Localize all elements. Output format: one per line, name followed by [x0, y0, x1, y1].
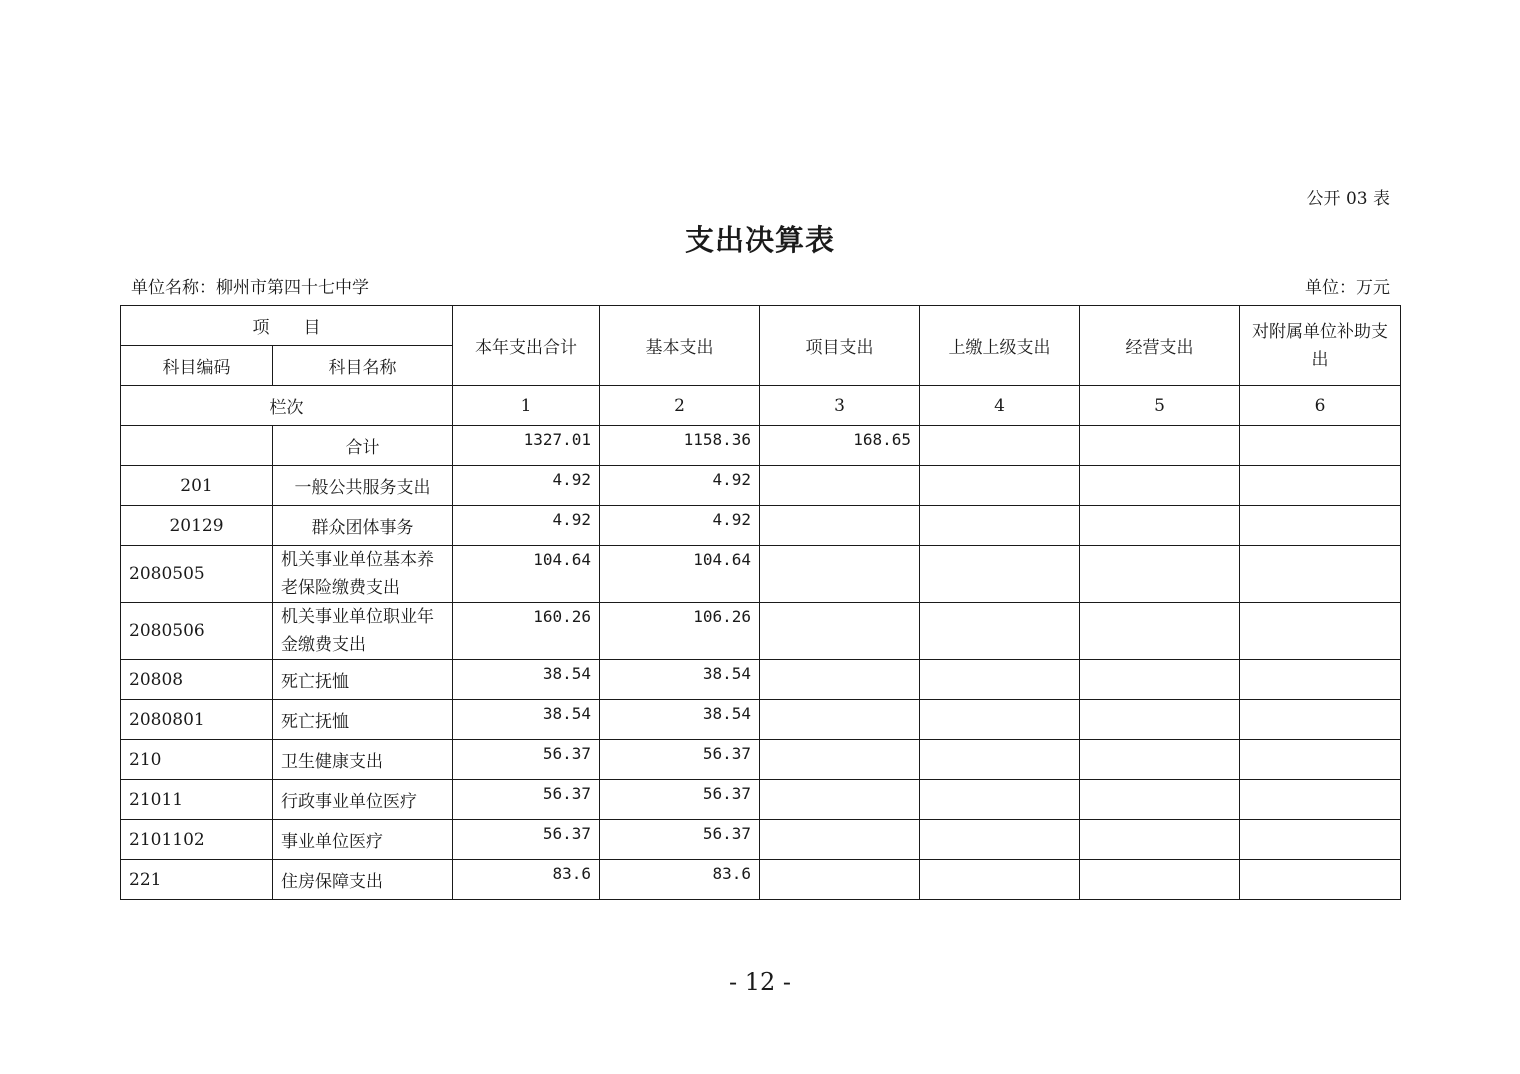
cell-basic: 104.64: [600, 546, 760, 603]
cell-total: 83.6: [453, 860, 600, 900]
cell-upper: [920, 860, 1080, 900]
cell-code: 221: [121, 860, 273, 900]
cell-code: 2101102: [121, 820, 273, 860]
table-row: [121, 603, 1401, 660]
cell-code: [121, 426, 273, 466]
cell-subsidiary: [1240, 426, 1401, 466]
table-row-total: [121, 426, 1401, 466]
column-index: 2: [600, 386, 760, 426]
cell-business: [1080, 740, 1240, 780]
cell-business: [1080, 660, 1240, 700]
cell-total: 1327.01: [453, 426, 600, 466]
cell-total: 160.26: [453, 603, 600, 660]
cell-code: 2080801: [121, 700, 273, 740]
cell-subsidiary: [1240, 660, 1401, 700]
cell-code: 210: [121, 740, 273, 780]
cell-name: 机关事业单位职业年金缴费支出: [273, 603, 453, 660]
cell-total: 38.54: [453, 660, 600, 700]
form-code: 公开 03 表: [1306, 189, 1390, 209]
table-row: [121, 660, 1401, 700]
cell-business: [1080, 860, 1240, 900]
header-upper-level: 上缴上级支出: [920, 306, 1080, 386]
table-row: [121, 740, 1401, 780]
cell-subsidiary: [1240, 780, 1401, 820]
cell-basic: 106.26: [600, 603, 760, 660]
cell-basic: 56.37: [600, 780, 760, 820]
cell-total: 56.37: [453, 780, 600, 820]
cell-name: 死亡抚恤: [273, 660, 453, 700]
cell-basic: 83.6: [600, 860, 760, 900]
cell-subsidiary: [1240, 740, 1401, 780]
cell-name: 事业单位医疗: [273, 820, 453, 860]
cell-code: 21011: [121, 780, 273, 820]
cell-upper: [920, 546, 1080, 603]
cell-upper: [920, 466, 1080, 506]
cell-total: 56.37: [453, 820, 600, 860]
column-index: 3: [760, 386, 920, 426]
cell-code: 2080505: [121, 546, 273, 603]
cell-project: [760, 740, 920, 780]
cell-upper: [920, 820, 1080, 860]
document-title: 支出决算表: [684, 223, 835, 257]
column-index: 1: [453, 386, 600, 426]
cell-project: [760, 700, 920, 740]
cell-name: 卫生健康支出: [273, 740, 453, 780]
cell-code: 20808: [121, 660, 273, 700]
cell-total: 4.92: [453, 506, 600, 546]
table-row: [121, 700, 1401, 740]
cell-basic: 38.54: [600, 700, 760, 740]
cell-project: [760, 860, 920, 900]
cell-business: [1080, 426, 1240, 466]
cell-business: [1080, 700, 1240, 740]
cell-name: 死亡抚恤: [273, 700, 453, 740]
cell-project: [760, 603, 920, 660]
cell-total: 56.37: [453, 740, 600, 780]
cell-project: [760, 466, 920, 506]
cell-upper: [920, 700, 1080, 740]
unit-measure: 单位：万元: [1305, 278, 1390, 298]
cell-project: 168.65: [760, 426, 920, 466]
cell-upper: [920, 506, 1080, 546]
cell-upper: [920, 660, 1080, 700]
cell-business: [1080, 546, 1240, 603]
cell-name: 住房保障支出: [273, 860, 453, 900]
cell-project: [760, 820, 920, 860]
column-index-label: 栏次: [121, 386, 453, 426]
table-row: [121, 466, 1401, 506]
cell-business: [1080, 780, 1240, 820]
cell-business: [1080, 820, 1240, 860]
cell-basic: 56.37: [600, 820, 760, 860]
header-business: 经营支出: [1080, 306, 1240, 386]
header-name: 科目名称: [273, 346, 453, 386]
cell-total: 38.54: [453, 700, 600, 740]
cell-basic: 56.37: [600, 740, 760, 780]
cell-name: 群众团体事务: [273, 506, 453, 546]
cell-upper: [920, 603, 1080, 660]
cell-subsidiary: [1240, 603, 1401, 660]
unit-name: 单位名称：柳州市第四十七中学: [131, 278, 369, 298]
table-row: [121, 820, 1401, 860]
cell-subsidiary: [1240, 466, 1401, 506]
cell-project: [760, 780, 920, 820]
header-subsidiary: 对附属单位补助支出: [1240, 306, 1401, 386]
cell-subsidiary: [1240, 506, 1401, 546]
header-code: 科目编码: [121, 346, 273, 386]
header-total: 本年支出合计: [453, 306, 600, 386]
cell-subsidiary: [1240, 700, 1401, 740]
column-index: 4: [920, 386, 1080, 426]
expenditure-table: [120, 305, 1401, 900]
header-project: 项 目: [121, 306, 453, 346]
cell-project: [760, 506, 920, 546]
cell-project: [760, 660, 920, 700]
cell-upper: [920, 780, 1080, 820]
cell-upper: [920, 740, 1080, 780]
cell-basic: 4.92: [600, 506, 760, 546]
header-project-expenditure: 项目支出: [760, 306, 920, 386]
page-number: - 12 -: [728, 968, 791, 996]
cell-upper: [920, 426, 1080, 466]
cell-code: 20129: [121, 506, 273, 546]
cell-total: 104.64: [453, 546, 600, 603]
cell-basic: 38.54: [600, 660, 760, 700]
cell-subsidiary: [1240, 546, 1401, 603]
cell-name: 机关事业单位基本养老保险缴费支出: [273, 546, 453, 603]
table-header: [121, 306, 1401, 426]
cell-business: [1080, 466, 1240, 506]
cell-project: [760, 546, 920, 603]
cell-basic: 1158.36: [600, 426, 760, 466]
column-index: 5: [1080, 386, 1240, 426]
cell-name: 合计: [273, 426, 453, 466]
table-row: [121, 860, 1401, 900]
cell-business: [1080, 603, 1240, 660]
column-index: 6: [1240, 386, 1401, 426]
table-row: [121, 780, 1401, 820]
table-row: [121, 546, 1401, 603]
cell-subsidiary: [1240, 820, 1401, 860]
cell-total: 4.92: [453, 466, 600, 506]
table-body: [121, 426, 1401, 900]
header-basic: 基本支出: [600, 306, 760, 386]
cell-basic: 4.92: [600, 466, 760, 506]
cell-code: 201: [121, 466, 273, 506]
table-row: [121, 506, 1401, 546]
cell-name: 一般公共服务支出: [273, 466, 453, 506]
cell-code: 2080506: [121, 603, 273, 660]
cell-name: 行政事业单位医疗: [273, 780, 453, 820]
cell-business: [1080, 506, 1240, 546]
cell-subsidiary: [1240, 860, 1401, 900]
